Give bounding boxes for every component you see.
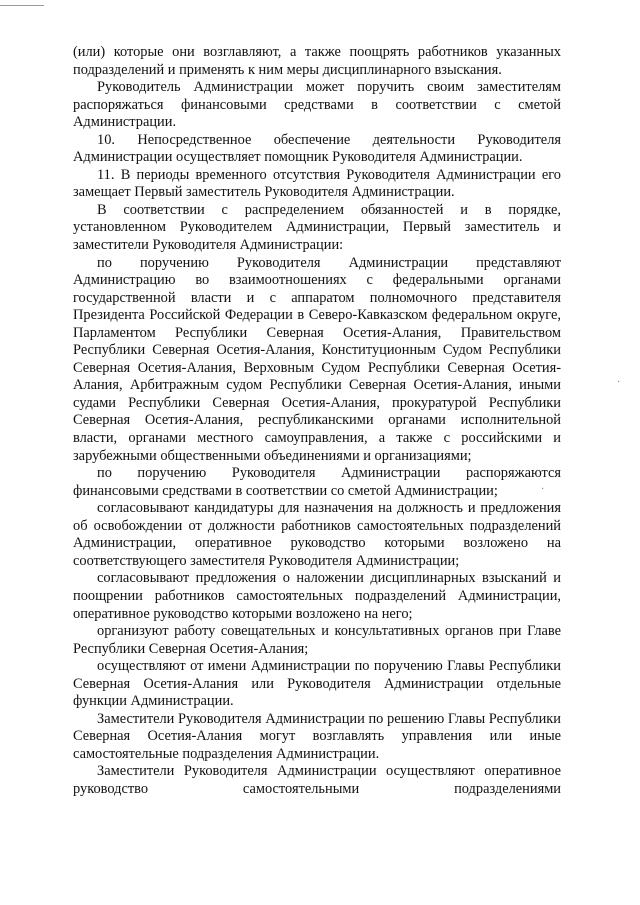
scan-speck: · <box>541 484 545 495</box>
document-paragraph: по поручению Руководителя Администрации распоряжаются финансовыми средствами в соответствии со сметой Администрации; <box>73 465 561 499</box>
document-paragraph: (или) которые они возглавляют, а также поощрять работников указанных подразделений и применять к ним меры дисциплинарного взыскания. <box>73 44 561 78</box>
document-paragraph: Руководитель Администрации может поручить своим заместителям распоряжаться финансовыми средствами в соответствии с сметой Администрации. <box>73 79 561 131</box>
document-paragraph: по поручению Руководителя Администрации представляют Администрацию во взаимоотношениях с федеральными органами государственной власти и с аппаратом полномочного представителя Президента Российской Федерации в Северо-Кавказском федеральном округе, Парламентом Республики Северная Осетия-Алания, Правительством Республики Северная Осетия-Алания, Конституционным Судом Республики Северная Осетия-Алания, Верховным Судом Республики Северная Осетия-Алания, Арбитражным судом Республики Северная Осетия-Алания, иными судами Республики Северная Осетия-Алания, прокуратурой Республики Северная Осетия-Алания, республиканскими органами исполнительной власти, органами местного самоуправления, а также с российскими и зарубежными общественными объединениями и организациями; <box>73 254 561 464</box>
document-paragraph: В соответствии с распределением обязанностей и в порядке, установленном Руководителем Администрации, Первый заместитель и заместители Руководителя Администрации: <box>73 201 561 254</box>
document-paragraph: согласовывают кандидатуры для назначения на должность и предложения об освобождении от должности работников самостоятельных подразделений Администрации, оперативное руководство которыми возложено на соответствующего заместителя Руководителя Администрации; <box>73 500 561 569</box>
scan-speck: · <box>617 377 621 388</box>
document-paragraph: осуществляют от имени Администрации по поручению Главы Республики Северная Осетия-Алания или Руководителя Администрации отдельные функции Администрации. <box>73 658 561 710</box>
document-paragraph: Заместители Руководителя Администрации по решению Главы Республики Северная Осетия-Алания могут возглавлять управления или иные самостоятельные подразделения Администрации. <box>73 710 561 762</box>
scan-corner-mark <box>0 5 44 6</box>
document-paragraph: Заместители Руководителя Администрации осуществляют оперативное руководство самостоятельными подразделениями <box>73 763 561 797</box>
document-paragraph: организуют работу совещательных и консультативных органов при Главе Республики Северная Осетия-Алания; <box>73 623 561 657</box>
document-paragraph: 10. Непосредственное обеспечение деятельности Руководителя Администрации осуществляет помощник Руководителя Администрации. <box>73 131 561 166</box>
document-paragraph: 11. В периоды временного отсутствия Руководителя Администрации его замещает Первый заместитель Руководителя Администрации. <box>73 166 561 201</box>
document-paragraph: согласовывают предложения о наложении дисциплинарных взысканий и поощрении работников самостоятельных подразделений Администрации, оперативное руководство которыми возложено на него; <box>73 570 561 622</box>
document-body <box>73 44 561 799</box>
